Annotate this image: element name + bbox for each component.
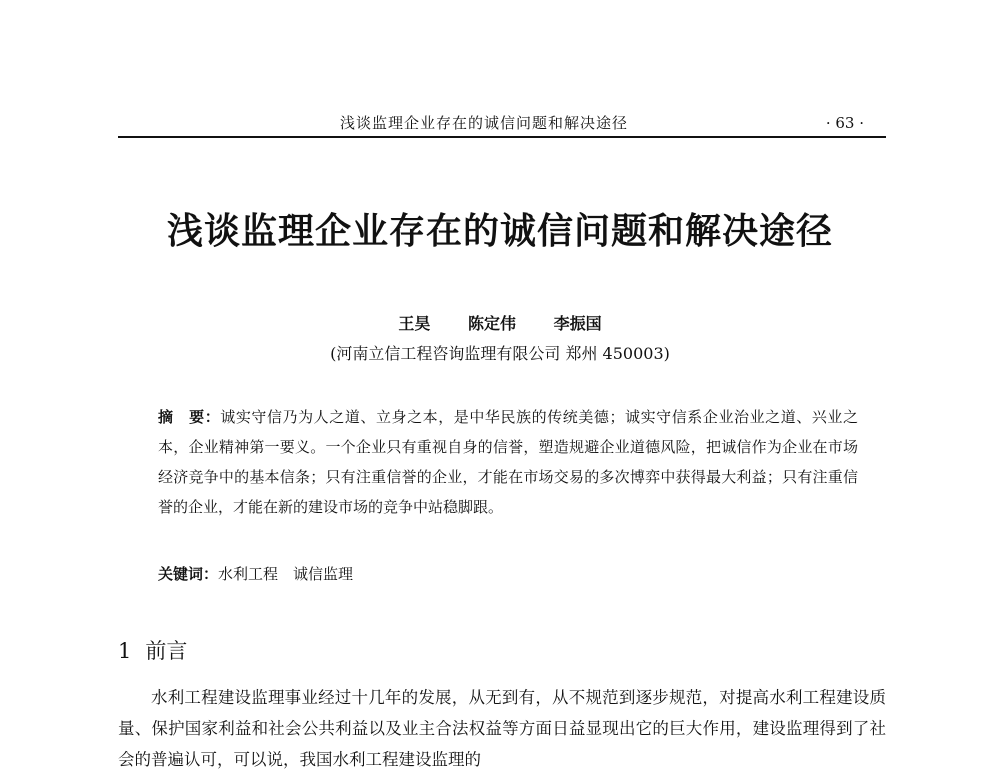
keywords-label: 关键词：	[158, 565, 219, 583]
paper-title: 浅谈监理企业存在的诚信问题和解决途径	[166, 210, 833, 252]
keywords	[158, 560, 858, 588]
header-divider	[118, 136, 886, 138]
keywords-text: 水利工程 诚信监理	[218, 565, 354, 583]
running-header	[118, 110, 886, 136]
section-number: 1	[118, 639, 132, 663]
author-list	[0, 312, 1000, 336]
author-name: 陈定伟	[467, 314, 516, 333]
author-name: 王昊	[398, 314, 431, 333]
section-heading	[118, 636, 886, 666]
abstract-label: 摘 要：	[158, 408, 221, 426]
body-paragraph: 水利工程建设监理事业经过十几年的发展，从无到有，从不规范到逐步规范，对提高水利工程建设质量、保护国家利益和社会公共利益以及业主合法权益等方面日益显现出它的巨大作用，建设监理得到了社会的普遍认可，可以说，我国水利工程建设监理的	[118, 688, 886, 769]
abstract	[158, 402, 858, 522]
author-affiliation: (河南立信工程咨询监理有限公司 郑州 450003)	[330, 344, 670, 363]
page-number: · 63 ·	[825, 114, 864, 132]
abstract-text: 诚实守信乃为人之道、立身之本，是中华民族的传统美德；诚实守信系企业治业之道、兴业之本，企业精神第一要义。一个企业只有重视自身的信誉，塑造规避企业道德风险，把诚信作为企业在市场经济竞争中的基本信条；只有注重信誉的企业，才能在市场交易的多次博弈中获得最大利益；只有注重信誉的企业，才能在新的建设市场的竞争中站稳脚跟。	[158, 408, 858, 516]
running-title: 浅谈监理企业存在的诚信问题和解决途径	[340, 114, 629, 132]
author-name: 李振国	[553, 314, 602, 333]
section-title: 前言	[145, 639, 188, 663]
